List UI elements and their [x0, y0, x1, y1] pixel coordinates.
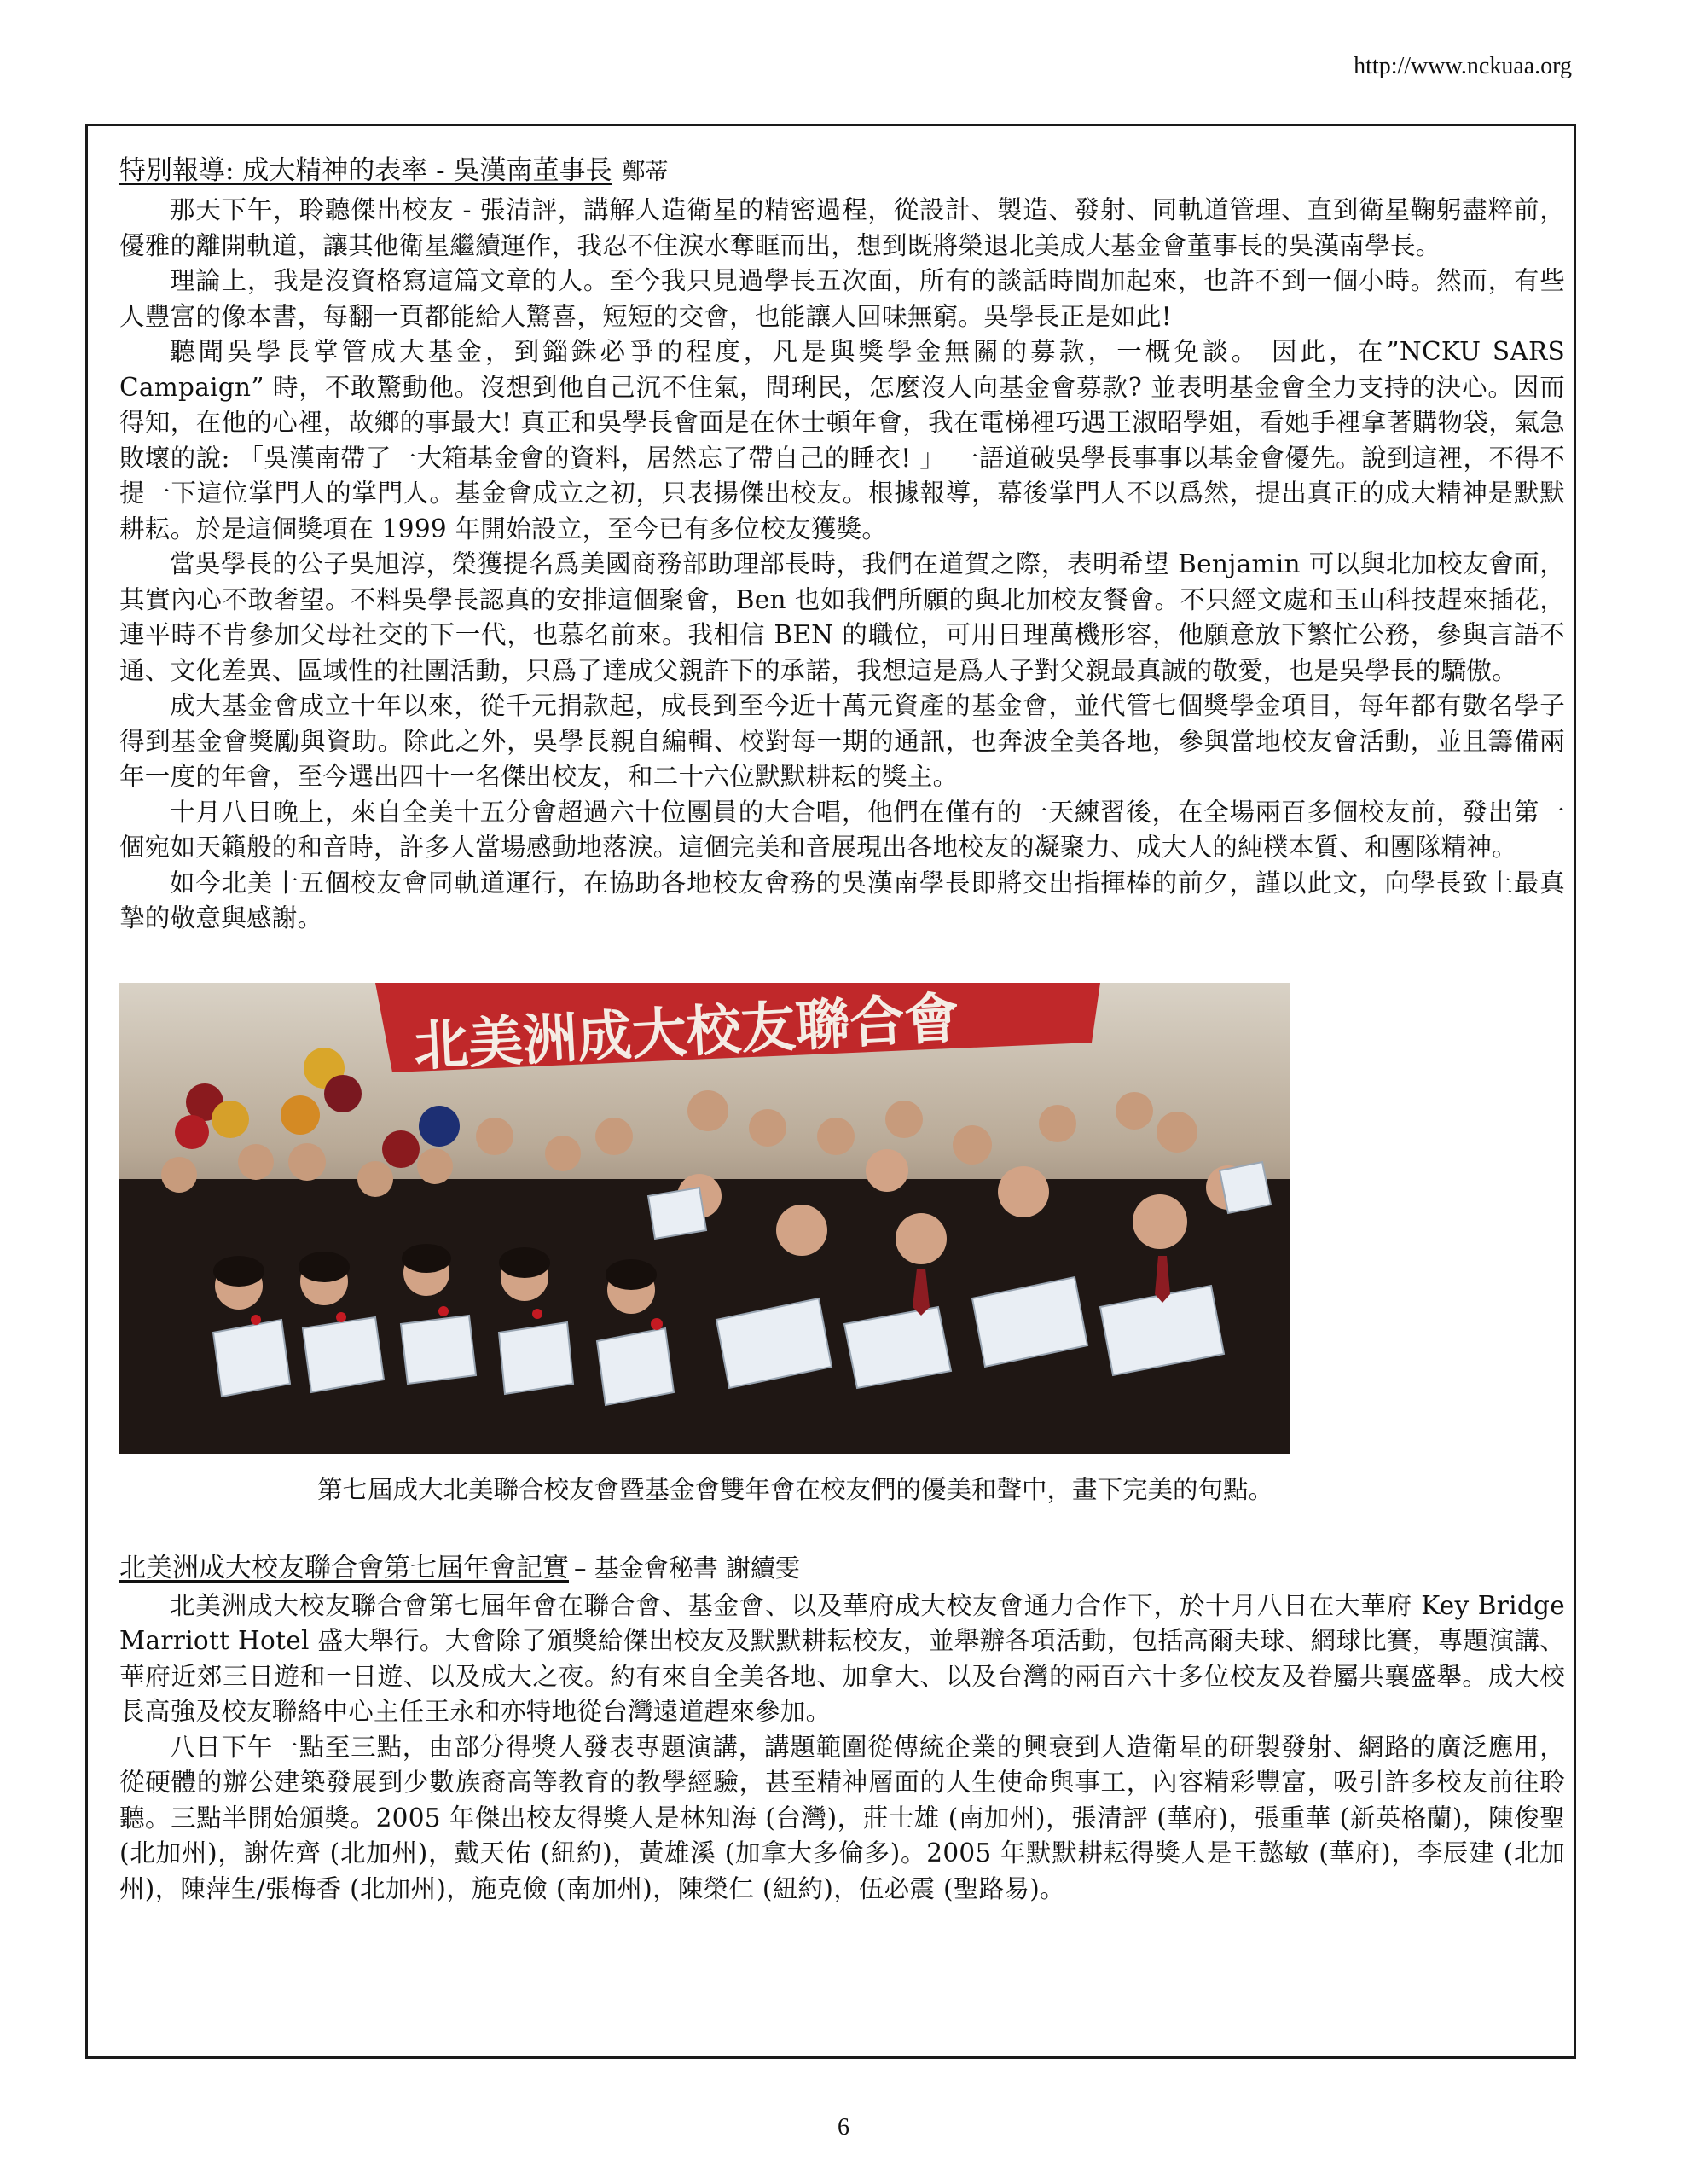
- article2-paragraph: 八日下午一點至三點，由部分得獎人發表專題演講，講題範圍從傳統企業的興衰到人造衛星的研製發射、網路的廣泛應用，從硬體的辦公建築發展到少數族裔高等教育的教學經驗，甚至精神層面的人生使命與事工，內容精彩豐富，吸引許多校友前往聆聽。三點半開始頒獎。2005 年傑出校友得獎人是林知海 (台灣)，莊士雄 (南加州)，張清評 (華府)，張重華 (新英格蘭)，陳俊聖 (北加州)，謝佐齊 (北加州)，戴天佑 (紐約)，黃雄溪 (加拿大多倫多)。2005 年默默耕耘得獎人是王懿敏 (華府)，李辰建 (北加州)，陳萍生/張梅香 (北加州)，施克儉 (南加州)，陳榮仁 (紐約)，伍必震 (聖路易)。: [119, 1732, 1565, 1903]
- article1-title: 特別報導: 成大精神的表率 - 吳漢南董事長: [119, 155, 612, 186]
- article1-paragraph: 當吳學長的公子吳旭淳，榮獲提名爲美國商務部助理部長時，我們在道賀之際，表明希望 Benjamin 可以與北加校友會面，其實內心不敢奢望。不料吳學長認真的安排這個聚會，Ben 也如我們所願的與北加校友餐會。不只經文處和玉山科技趕來插花，連平時不肯參加父母社交的下一代，也慕名前來。我相信 BEN 的職位，可用日理萬機形容，他願意放下繁忙公務，參與言語不通、文化差異、區域性的社團活動，只爲了達成父親許下的承諾，我想這是爲人子對父親最真誠的敬愛，也是吳學長的驕傲。: [119, 549, 1565, 685]
- article2-byline: – 基金會秘書 謝續雯: [574, 1553, 800, 1583]
- website-url[interactable]: http://www.nckuaa.org: [1354, 53, 1572, 79]
- article1-paragraph: 理論上，我是沒資格寫這篇文章的人。至今我只見過學長五次面，所有的談話時間加起來，也許不到一個小時。然而，有些人豐富的像本書，每翻一頁都能給人驚喜，短短的交會，也能讓人回味無窮。吳學長正是如此!: [119, 266, 1565, 331]
- page-content: [119, 152, 1565, 1907]
- article1-author: 鄭蒂: [622, 159, 669, 185]
- page-number: 6: [838, 2114, 849, 2140]
- article1-paragraph: 成大基金會成立十年以來，從千元捐款起，成長到至今近十萬元資產的基金會，並代管七個獎學金項目，每年都有數名學子得到基金會獎勵與資助。除此之外，吳學長親自編輯、校對每一期的通訊，也奔波全美各地，參與當地校友會活動，並且籌備兩年一度的年會，至今選出四十一名傑出校友，和二十六位默默耕耘的獎主。: [119, 691, 1565, 791]
- article2-title: 北美洲成大校友聯合會第七屆年會記實: [119, 1552, 569, 1583]
- article2-heading: [119, 1549, 1565, 1587]
- article1-paragraph: 如今北美十五個校友會同軌道運行，在協助各地校友會務的吳漢南學長即將交出指揮棒的前夕，謹以此文，向學長致上最真摯的敬意與感謝。: [119, 868, 1565, 932]
- banner-text: 北美洲成大校友聯合會: [412, 986, 961, 1079]
- photo-caption: 第七屆成大北美聯合校友會暨基金會雙年會在校友們的優美和聲中，畫下完美的句點。: [317, 1474, 1274, 1504]
- article2-paragraph: 北美洲成大校友聯合會第七屆年會在聯合會、基金會、以及華府成大校友會通力合作下，於十月八日在大華府 Key Bridge Marriott Hotel 盛大舉行。大會除了頒獎給傑出校友及默默耕耘校友，並舉辦各項活動，包括高爾夫球、網球比賽，專題演講、華府近郊三日遊和一日遊、以及成大之夜。約有來自全美各地、加拿大、以及台灣的兩百六十多位校友及眷屬共襄盛舉。成大校長高強及校友聯絡中心主任王永和亦特地從台灣遠道趕來參加。: [119, 1590, 1565, 1726]
- article1-paragraph: 十月八日晚上，來自全美十五分會超過六十位團員的大合唱，他們在僅有的一天練習後，在全場兩百多個校友前，發出第一個宛如天籟般的和音時，許多人當場感動地落淚。這個完美和音展現出各地校友的凝聚力、成大人的純樸本質、和團隊精神。: [119, 797, 1565, 862]
- choir-photo: [119, 983, 1290, 1454]
- article1-paragraph: 聽聞吳學長掌管成大基金，到錙銖必爭的程度，凡是與獎學金無關的募款，一概免談。 因此，在”NCKU SARS Campaign” 時，不敢驚動他。沒想到他自己沉不住氣，問琍民，怎麼沒人向基金會募款? 並表明基金會全力支持的決心。因而得知，在他的心裡，故鄉的事最大! 真正和吳學長會面是在休士頓年會，我在電梯裡巧遇王淑昭學姐，看她手裡拿著購物袋，氣急敗壞的說: 「吳漢南帶了一大箱基金會的資料，居然忘了帶自己的睡衣! 」 一語道破吳學長事事以基金會優先。說到這裡，不得不提一下這位掌門人的掌門人。基金會成立之初，只表揚傑出校友。根據報導，幕後掌門人不以爲然，提出真正的成大精神是默默耕耘。於是這個獎項在 1999 年開始設立，至今已有多位校友獲獎。: [119, 337, 1565, 543]
- article1-heading: [119, 152, 1565, 191]
- article1-paragraph: 那天下午，聆聽傑出校友 - 張清評，講解人造衛星的精密過程，從設計、製造、發射、同軌道管理、直到衛星鞠躬盡粹前，優雅的離開軌道，讓其他衛星繼續運作，我忍不住淚水奪眶而出，想到既將榮退北美成大基金會董事長的吳漢南學長。: [119, 195, 1565, 260]
